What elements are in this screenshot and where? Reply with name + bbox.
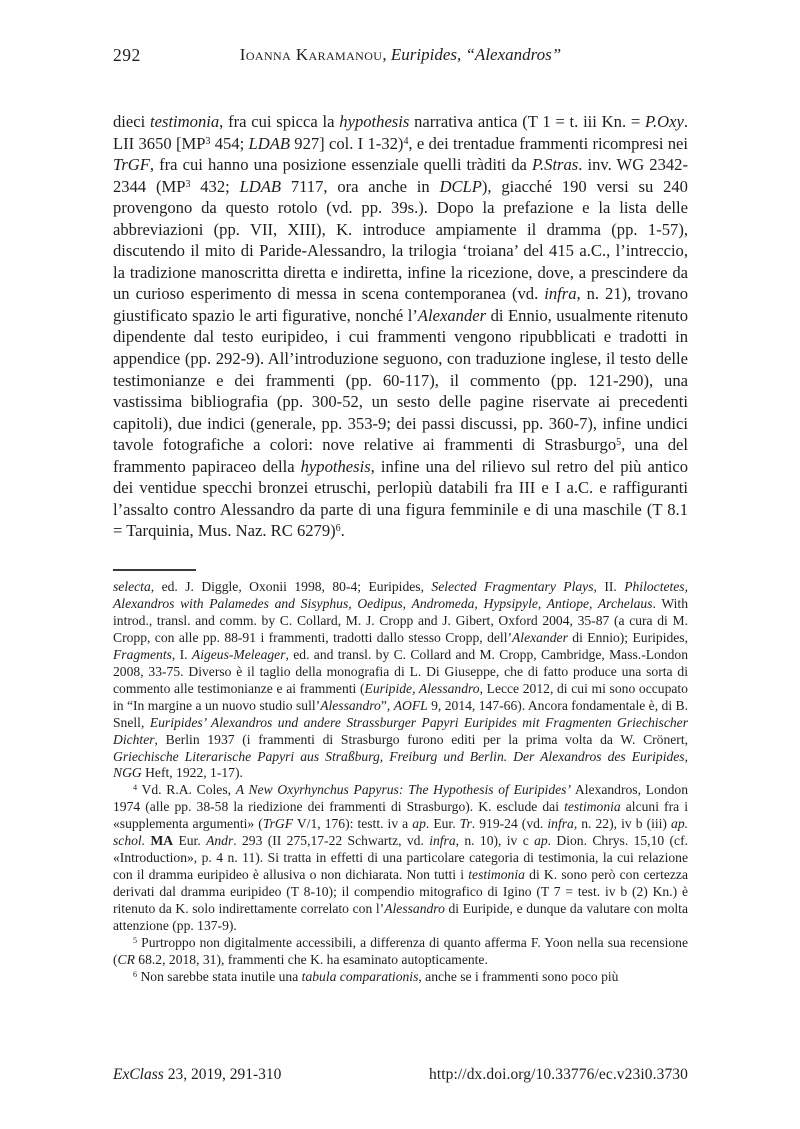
doi-link[interactable]: http://dx.doi.org/10.33776/ec.v23i0.3730 bbox=[428, 1066, 688, 1083]
page-footer bbox=[113, 1066, 688, 1084]
footnote-item: $^6$ Non sarebbe stata inutile una tabula comparationis, anche se i frammenti sono poco più bbox=[133, 968, 619, 984]
running-head bbox=[240, 45, 561, 64]
journal-citation: ExClass 23, 2019, 291-310 bbox=[113, 1066, 282, 1083]
footnote-item: $^5$ Purtroppo non digitalmente accessibili, a differenza di quanto afferma F. Yoon nella sua recensione (CR 68.2, 2018, 31), frammenti che K. ha esaminato autopticamente. bbox=[113, 935, 688, 967]
footnote-item: $^4$ Vd. R.A. Coles, A New Oxyrhynchus Papyrus: The Hypothesis of Euripides’ Alexandros, London 1974 (alle pp. 38-58 la riedizione dei frammenti di Strasburgo). K. esclude dai testimonia alcuni fra i «supplementa argumenti» (TrGF V/1, 176): testt. iv a ap. Eur. Tr. 919-24 (vd. infra, n. 22), iv b (iii) ap. schol. MA Eur. Andr. 293 (II 275,17-22 Schwartz, vd. infra, n. 10), iv c ap. Dion. Chrys. 15,10 (cf. «Introduction», p. 4 n. 11). Si tratta in effetti di una particolare categoria di testimonia, la cui relazione con il dramma euripideo è allusiva o non dichiarata. Non tutti i testimonia di K. sono però con certezza derivati dal dramma euripideo (T 8-10); il compendio mitografico di Igino (T 7 = test. iv b (2) Kn.) è ritenuto da K. solo indirettamente correlato con l’Alessandro di Euripide, e dunque da valutare con molta attenzione (pp. 137-9). bbox=[113, 782, 689, 934]
page-header bbox=[113, 45, 688, 69]
footnote-item: selecta, ed. J. Diggle, Oxonii 1998, 80-4; Euripides, Selected Fragmentary Plays, II. Philoctetes, Alexandros with Palamedes and Sisyphus, Oedipus, Andromeda, Hypsipyle, Antiope, Archelaus. With introd., transl. and comm. by C. Collard, M. J. Cropp and J. Gibert, Oxford 2004, 35-87 (a cura di M. Cropp, con alle pp. 88-91 i frammenti, tradotti dallo stesso Cropp, dell’Alexander di Ennio); Euripides, Fragments, I. Aigeus-Meleager, ed. and transl. by C. Collard and M. Cropp, Cambridge, Mass.-London 2008, 33-75. Diverso è il taglio della monografia di L. Di Giuseppe, che di fatto produce una sorta di commento alle testimonianze e ai frammenti (Euripide, Alessandro, Lecce 2012, di cui mi sono occupato in “In margine a un nuovo studio sull’Alessandro”, AOFL 9, 2014, 147-66). Ancora fondamentale è, di B. Snell, Euripides’ Alexandros und andere Strassburger Papyri Euripides mit Fragmenten Griechischer Dichter, Berlin 1937 (i frammenti di Strasburgo furono editi per la prima volta da W. Crönert, Griechische Literarische Papyri aus Straßburg, Freiburg und Berlin. Der Alexandros des Euripides, NGG Heft, 1922, 1-17). bbox=[113, 579, 689, 781]
footnotes-list bbox=[113, 579, 688, 986]
body-paragraph: dieci testimonia, fra cui spicca la hypothesis narrativa antica (T 1 = t. iii Kn. = P.Oxy. LII 3650 [$MP^3$ 454; LDAB 927] col. I 1-32)$^4$, e dei trentadue frammenti ricompresi nei TrGF, fra cui hanno una posizione essenziale quelli tràditi da P.Stras. inv. WG 2342-2344 ($MP^3$ 432; LDAB 7117, ora anche in DCLP), giacché 190 versi su 240 provengono da questo rotolo (vd. pp. 39s.). Dopo la prefazione e la lista delle abbreviazioni (pp. VII, XIII), K. introduce ampiamente il dramma (pp. 1-57), discutendo il mito di Paride-Alessandro, la trilogia ‘troiana’ del 415 a.C., l’intreccio, la tradizione manoscritta diretta e indiretta, infine la ricezione, dove, a prescindere da un curioso esperimento di messa in scena contemporanea (vd. infra, n. 21), trovano giustificato spazio le arti figurative, nonché l’Alexander di Ennio, usualmente ritenuto dipendente dal testo euripideo, i cui frammenti vengono ripubblicati e tradotti in appendice (pp. 292-9). All’introduzione seguono, con traduzione inglese, il testo delle testimonianze e dei frammenti (pp. 60-117), il commento (pp. 121-290), una vastissima bibliografia (pp. 300-52, un sesto delle pagine riservate ai precedenti capitoli), due indici (generale, pp. 353-9; dei passi discussi, pp. 360-7), infine undici tavole fotografiche a colori: nove relative ai frammenti di Strasburgo$^5$, una del frammento papiraceo della hypothesis, infine una del rilievo sul retro del più antico dei ventidue specchi bronzei etruschi, perlopiù databili fra III e I a.C. e raffiguranti l’assalto contro Alessandro da parte di una figura femminile e di una maschile (T 8.1 = Tarquinia, Mus. Naz. RC 6279)$^6$. bbox=[113, 112, 689, 541]
running-head-author: Ioanna Karamanou bbox=[239, 45, 383, 64]
running-head-separator: , bbox=[382, 45, 391, 64]
page-number: 292 bbox=[113, 45, 141, 65]
running-head-title: Euripides, “Alexandros” bbox=[390, 45, 562, 64]
footnote-separator bbox=[113, 569, 196, 571]
